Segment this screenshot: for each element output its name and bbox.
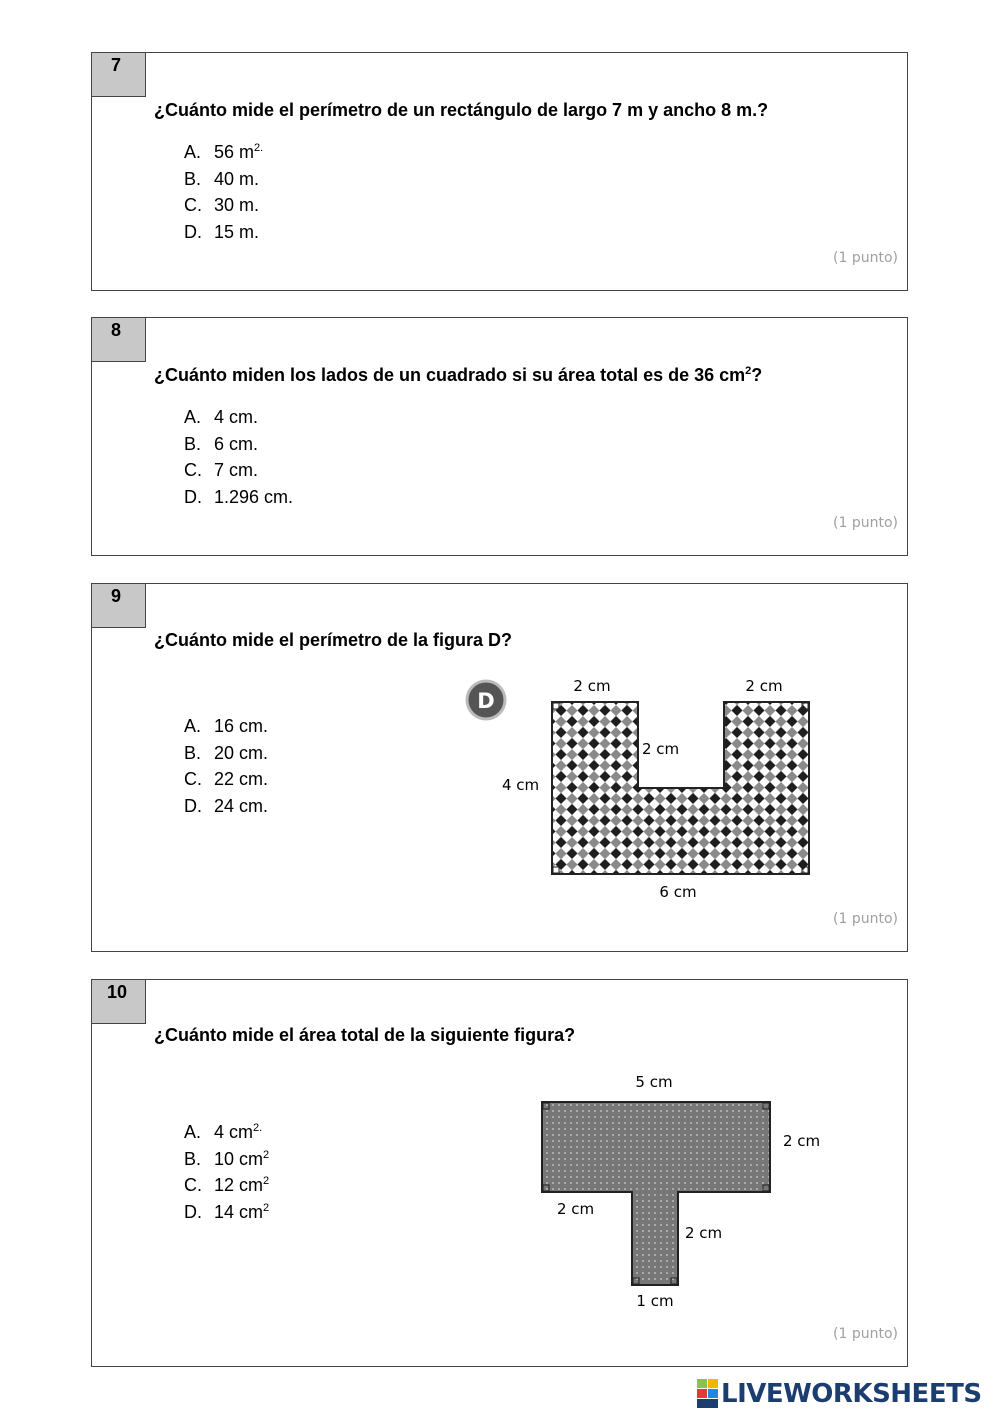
label-top-left: 2 cm <box>573 677 611 695</box>
label-top: 5 cm <box>635 1073 673 1091</box>
label-top-right: 2 cm <box>745 677 783 695</box>
question-text: ¿Cuánto mide el perímetro de la figura D? <box>154 630 513 650</box>
option-b[interactable]: B. 10 $cm^2$ <box>184 1148 270 1169</box>
option-a[interactable]: A. 56 $m^{2.}$ <box>184 142 264 162</box>
option-d[interactable]: D. 1.296 cm. <box>184 486 294 507</box>
question-number: 10 <box>91 979 146 1024</box>
figure-t-shape <box>532 1066 852 1316</box>
option-b[interactable]: B. 6 cm. <box>184 433 259 454</box>
label-inner: 2 cm <box>642 740 680 758</box>
question-card-8 <box>91 317 908 556</box>
options-list <box>184 404 293 510</box>
label-bottom: 6 cm <box>659 883 697 901</box>
option-a[interactable]: A. 4 cm. <box>184 407 259 427</box>
question-card-9 <box>91 583 908 952</box>
question-text: ¿Cuánto mide el perímetro de un rectángulo de largo 7 m y ancho 8 m.? <box>154 100 769 120</box>
points-label: (1 punto) <box>833 1326 898 1342</box>
question-card-10 <box>91 979 908 1367</box>
option-a[interactable]: A. 16 cm. <box>184 716 269 736</box>
logo-text: LIVEWORKSHEETS <box>721 1379 982 1409</box>
points-label: (1 punto) <box>833 250 898 266</box>
option-b[interactable]: B. 40 m. <box>184 168 260 189</box>
option-c[interactable]: C. 7 cm. <box>184 460 259 481</box>
liveworksheets-logo <box>697 1377 982 1411</box>
question-number: 9 <box>91 583 146 628</box>
question-text: ¿Cuánto mide el área total de la siguiente figura? <box>154 1025 576 1045</box>
label-stem-bottom: 1 cm <box>636 1292 674 1310</box>
label-left: 4 cm <box>502 776 540 794</box>
points-label: (1 punto) <box>833 911 898 927</box>
option-d[interactable]: D. 15 m. <box>184 221 260 242</box>
option-d[interactable]: D. 24 cm. <box>184 795 269 816</box>
logo-blocks-icon <box>697 1379 719 1409</box>
points-label: (1 punto) <box>833 515 898 531</box>
option-c[interactable]: C. 30 m. <box>184 195 260 216</box>
option-a[interactable]: A. 4 $cm^{2.}$ <box>184 1122 263 1142</box>
figure-badge: D <box>477 689 495 713</box>
question-card-7 <box>91 52 908 291</box>
label-stem-side: 2 cm <box>685 1224 723 1242</box>
label-right: 2 cm <box>783 1132 821 1150</box>
question-number: 8 <box>91 317 146 362</box>
question-number: 7 <box>91 52 146 97</box>
t-shape <box>542 1102 770 1285</box>
question-text: ¿Cuánto miden los lados de un cuadrado si su área total es de 36 $cm^2$? <box>154 365 763 385</box>
options-list <box>184 139 263 245</box>
option-c[interactable]: C. 22 cm. <box>184 769 269 790</box>
option-d[interactable]: D. 14 $cm^2$ <box>184 1201 270 1222</box>
options-list <box>184 1119 269 1225</box>
options-list <box>184 713 268 819</box>
label-left-under: 2 cm <box>557 1200 595 1218</box>
option-c[interactable]: C. 12 $cm^2$ <box>184 1175 270 1196</box>
option-b[interactable]: B. 20 cm. <box>184 742 269 763</box>
u-shape <box>552 702 809 874</box>
figure-d <box>462 672 822 902</box>
